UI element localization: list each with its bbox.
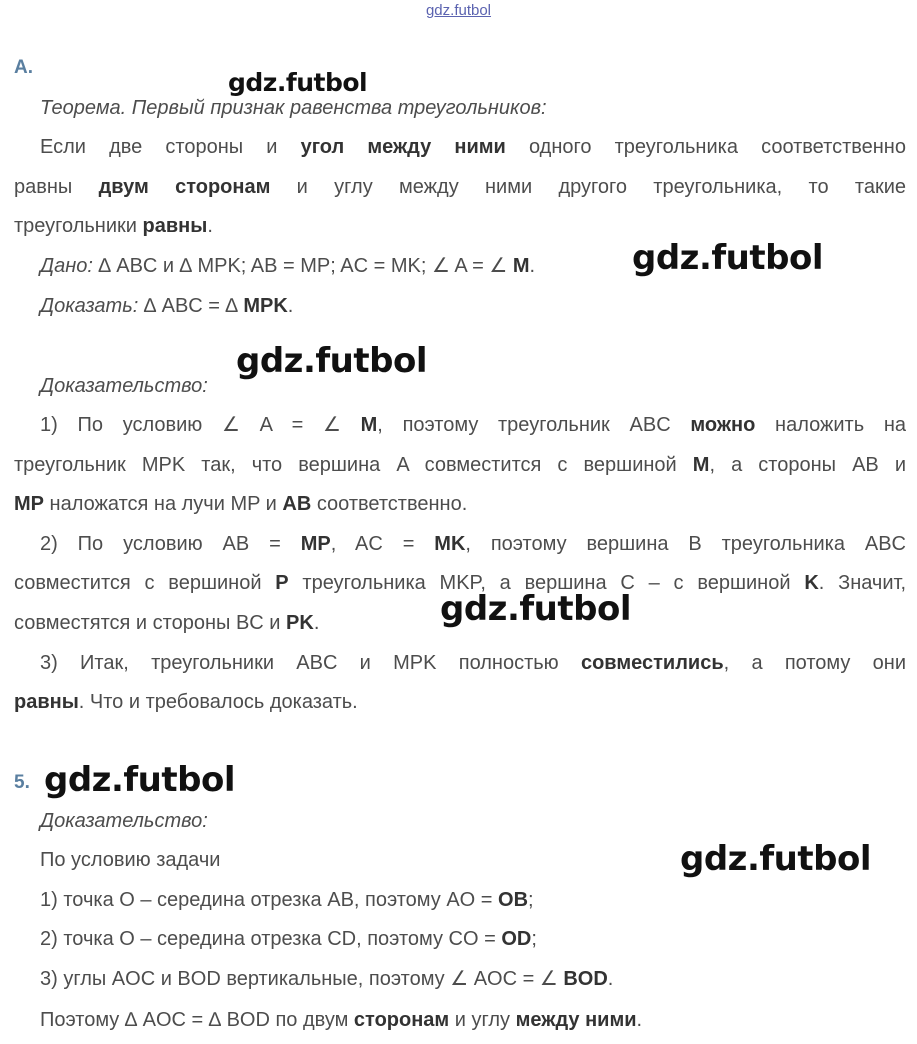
watermark: gdz.futbol xyxy=(632,238,823,278)
step-3-line xyxy=(40,967,613,991)
emphasis: MK xyxy=(434,533,466,555)
emphasis: MPK xyxy=(243,295,288,317)
emphasis: OD xyxy=(501,928,532,950)
text: ; xyxy=(531,928,537,950)
text: , поэтому треугольник ABC xyxy=(377,414,691,436)
proof-3-line-2 xyxy=(14,690,358,714)
emphasis: угол между ними xyxy=(300,136,506,158)
emphasis: MP xyxy=(300,533,331,555)
given-line xyxy=(40,254,535,278)
text: ∆ ABC и ∆ MPK; AB = MP; AC = MK; ∠ A = ∠ xyxy=(92,255,513,277)
text: совместится с вершиной xyxy=(14,572,276,594)
theorem-line-1 xyxy=(40,135,906,159)
emphasis: между ними xyxy=(515,1009,637,1031)
text: и углу xyxy=(449,1009,516,1031)
section-a-number: A. xyxy=(14,57,33,78)
proof-1-line-3 xyxy=(14,492,467,516)
watermark: gdz.futbol xyxy=(440,589,631,629)
text: треугольник MPK так, что вершина A совместится с вершиной xyxy=(14,454,693,476)
text: . xyxy=(529,255,536,277)
step-1-line xyxy=(40,888,534,912)
text: . xyxy=(207,215,213,237)
proof-label-a: Доказательство: xyxy=(40,375,208,397)
emphasis: OB xyxy=(498,889,529,911)
proof-2-line-3 xyxy=(14,611,319,635)
proof-label-5: Доказательство: xyxy=(40,810,208,832)
text: Поэтому ∆ AOC = ∆ BOD по двум xyxy=(40,1009,354,1031)
text: . xyxy=(287,295,294,317)
emphasis: MP xyxy=(14,493,44,515)
text: . xyxy=(607,968,614,990)
text: треугольники xyxy=(14,215,143,237)
text: . Значит, xyxy=(818,572,907,594)
emphasis: равны xyxy=(142,215,208,237)
emphasis: PK xyxy=(286,612,314,634)
emphasis: совместились xyxy=(580,652,724,674)
watermark: gdz.futbol xyxy=(236,341,427,381)
text: наложатся на лучи MP и xyxy=(44,493,283,515)
text: ; xyxy=(528,889,534,911)
text: наложить на xyxy=(755,414,907,436)
proof-3-line-1 xyxy=(40,651,906,675)
watermark: gdz.futbol xyxy=(680,839,871,879)
prove-label: Доказать: xyxy=(40,295,139,317)
text: 2) точка O – середина отрезка CD, поэтому CO = xyxy=(40,928,502,950)
text: 2) По условию AB = xyxy=(40,533,301,555)
theorem-title: Теорема. Первый признак равенства треугольников: xyxy=(40,97,547,119)
text: 1) По условию ∠ A = ∠ xyxy=(40,414,361,436)
emphasis: P xyxy=(275,572,289,594)
text: и углу между ними другого треугольника, то такие xyxy=(270,176,906,198)
text: треугольника MKP, а вершина C – с вершиной xyxy=(288,572,805,594)
section-5-number: 5. xyxy=(14,772,30,793)
text: совместятся и стороны BC и xyxy=(14,612,287,634)
text: , а стороны AB и xyxy=(709,454,906,476)
emphasis: M xyxy=(360,414,378,436)
proof-1-line-1 xyxy=(40,413,906,437)
text: . xyxy=(636,1009,643,1031)
text: одного треугольника соответственно xyxy=(505,136,906,158)
emphasis: M xyxy=(692,454,710,476)
conclusion-line xyxy=(40,1008,642,1032)
proof-1-line-2 xyxy=(14,453,906,477)
emphasis: равны xyxy=(14,691,79,713)
emphasis: M xyxy=(512,255,530,277)
text: Если две стороны и xyxy=(40,136,301,158)
given-label: Дано: xyxy=(40,255,93,277)
emphasis: BOD xyxy=(563,968,608,990)
emphasis: двум сторонам xyxy=(98,176,271,198)
text: , поэтому вершина B треугольника ABC xyxy=(465,533,906,555)
text: 3) Итак, треугольники ABC и MPK полностью xyxy=(40,652,581,674)
text: ∆ ABC = ∆ xyxy=(138,295,244,317)
theorem-line-2 xyxy=(14,175,906,199)
proof-2-line-1 xyxy=(40,532,906,556)
emphasis: AB xyxy=(282,493,312,515)
text: равны xyxy=(14,176,99,198)
emphasis: можно xyxy=(690,414,756,436)
top-watermark-link[interactable]: gdz.futbol xyxy=(425,2,492,19)
emphasis: сторонам xyxy=(353,1009,450,1031)
intro-line: По условию задачи xyxy=(40,849,221,871)
text: . xyxy=(313,612,320,634)
text: 3) углы AOC и BOD вертикальные, поэтому ∠ AOC = ∠ xyxy=(40,968,564,990)
watermark: gdz.futbol xyxy=(228,68,368,97)
theorem-line-3 xyxy=(14,214,213,238)
watermark: gdz.futbol xyxy=(44,760,235,800)
prove-line xyxy=(40,294,293,318)
text: соответственно. xyxy=(311,493,468,515)
step-2-line xyxy=(40,927,537,951)
text: 1) точка O – середина отрезка AB, поэтому AO = xyxy=(40,889,499,911)
emphasis: K xyxy=(804,572,819,594)
text: . Что и требовалось доказать. xyxy=(78,691,358,713)
text: , а потому они xyxy=(723,652,906,674)
text: , AC = xyxy=(330,533,435,555)
